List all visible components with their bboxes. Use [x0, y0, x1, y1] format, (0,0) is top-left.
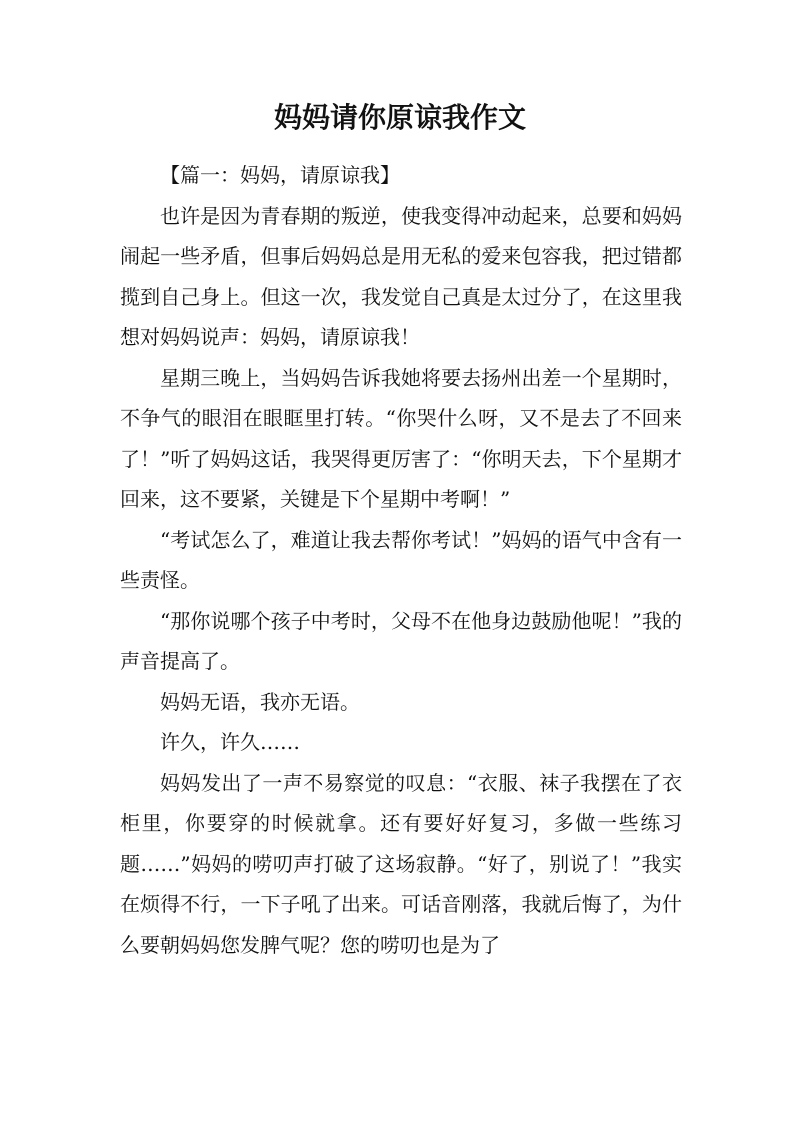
paragraph-7: 妈妈发出了一声不易察觉的叹息：“衣服、袜子我摆在了衣柜里，你要穿的时候就拿。还有要好好复习，多做一些练习题……”妈妈的唠叨声打破了这场寂静。“好了，别说了！”我实在烦得不行，一下子吼了出来。可话音刚落，我就后悔了，为什么要朝妈妈您发脾气呢？您的唠叨也是为了	[120, 770, 682, 957]
paragraph-3: “考试怎么了，难道让我去帮你考试！”妈妈的语气中含有一些责怪。	[120, 527, 682, 592]
document-body	[120, 155, 682, 965]
document-title: 妈妈请你原谅我作文	[273, 101, 526, 134]
paragraph-2: 星期三晚上，当妈妈告诉我她将要去扬州出差一个星期时，不争气的眼泪在眼眶里打转。“你哭什么呀，又不是去了不回来了！”听了妈妈这话，我哭得更厉害了：“你明天去，下个星期才回来，这不要紧，关键是下个星期中考啊！”	[120, 365, 682, 511]
section-heading: 【篇一：妈妈，请原谅我】	[160, 163, 400, 187]
paragraph-1: 也许是因为青春期的叛逆，使我变得冲动起来，总要和妈妈闹起一些矛盾，但事后妈妈总是用无私的爱来包容我，把过错都揽到自己身上。但这一次，我发觉自己真是太过分了，在这里我想对妈妈说声：妈妈，请原谅我！	[120, 203, 682, 349]
paragraph-6: 许久，许久……	[160, 730, 300, 754]
paragraph-5: 妈妈无语，我亦无语。	[160, 689, 360, 714]
paragraph-4: “那你说哪个孩子中考时，父母不在他身边鼓励他呢！”我的声音提高了。	[120, 608, 682, 673]
